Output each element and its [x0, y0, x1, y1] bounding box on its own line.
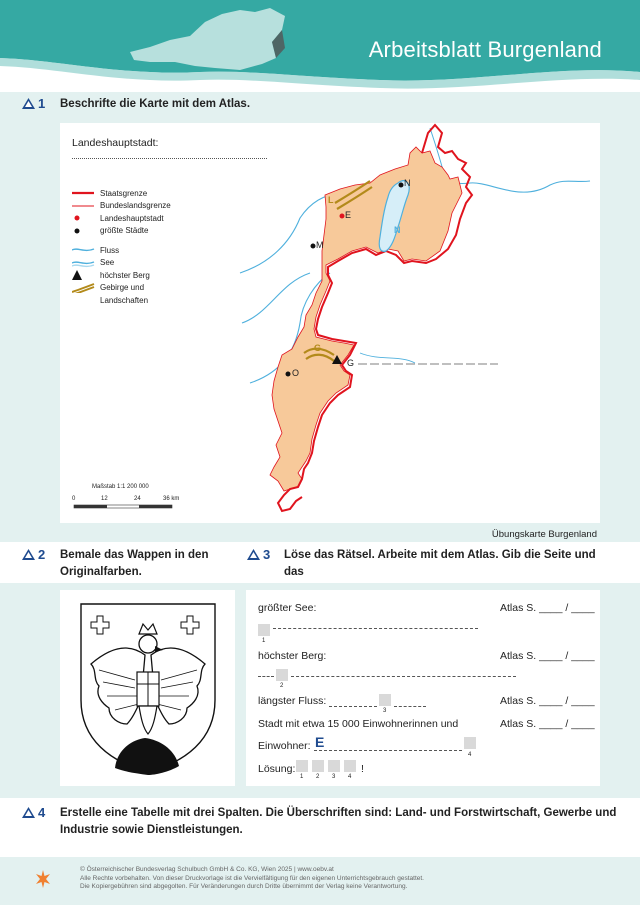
map-label-L-range: L — [328, 195, 334, 205]
map-label-G-range: G — [314, 343, 322, 353]
legend-label: größte Städte — [100, 226, 149, 236]
legend-label: Staatsgrenze — [100, 188, 148, 198]
province-border-icon — [72, 201, 100, 211]
mountain-task-icon — [22, 549, 35, 560]
answer-line[interactable] — [273, 628, 478, 629]
legend-label: Landeshauptstadt — [100, 213, 164, 223]
box-subscript: 1 — [262, 638, 266, 644]
scale-tick: 0 — [72, 496, 76, 502]
page-title: Arbeitsblatt Burgenland — [368, 37, 602, 62]
q4-first-letter: E — [315, 734, 325, 750]
mountain-task-icon — [22, 98, 35, 109]
solution-box[interactable] — [312, 760, 324, 772]
box-subscript: 4 — [468, 752, 472, 758]
map-caption: Übungskarte Burgenland — [491, 529, 597, 540]
box-subscript: 4 — [348, 774, 352, 780]
letter-box[interactable] — [464, 737, 476, 749]
footer-text — [80, 866, 424, 892]
box-subscript: 3 — [383, 708, 387, 714]
map-label-N-lake: N — [394, 225, 401, 235]
legend-label: Fluss — [100, 245, 120, 255]
map-label-O-city: O — [292, 368, 300, 378]
region-shape — [270, 147, 462, 491]
scale-tick: 36 km — [163, 496, 180, 502]
letter-box[interactable] — [379, 694, 391, 706]
task2-instruction — [60, 547, 208, 581]
legend-label: See — [100, 258, 115, 268]
city-dot-icon — [72, 226, 100, 236]
answer-line[interactable] — [394, 706, 426, 707]
state-border-icon — [72, 188, 100, 198]
solution-box[interactable] — [328, 760, 340, 772]
lake-icon — [72, 258, 100, 268]
scale-bar — [72, 492, 182, 512]
publisher-logo-icon — [34, 868, 52, 890]
footer-line: Alle Rechte vorbehalten. Von dieser Druckvorlage ist die Vervielfältigung für den eigenen Unterrichtsgebrauch gestattet. — [80, 874, 424, 882]
q4-label-2: Einwohner: — [258, 740, 311, 752]
map-legend — [72, 187, 212, 307]
map-label-G-mountain: G — [347, 358, 355, 368]
box-subscript: 1 — [300, 774, 304, 780]
legend-label: höchster Berg — [100, 270, 150, 280]
scale-tick: 24 — [134, 496, 141, 502]
task1-number: 1 — [38, 96, 46, 111]
legend-label: Bundeslandsgrenze — [100, 201, 171, 211]
solution-box[interactable] — [344, 760, 356, 772]
footer-line: Die Kopiergebühren sind abgegolten. Für Veränderungen durch Dritte übernimmt der Verlag keine Verantwortung. — [80, 883, 408, 890]
mountain-task-icon — [22, 807, 35, 818]
task2-number: 2 — [38, 547, 46, 562]
task1-instruction: Beschrifte die Karte mit dem Atlas. — [60, 98, 251, 110]
q4-label: Stadt mit etwa 15 000 Einwohnerinnen und — [258, 718, 459, 730]
capital-dot-icon — [72, 213, 100, 223]
legend-label: Landschaften — [100, 295, 149, 305]
map-label-M-city: M — [316, 240, 324, 250]
mountain-peak-icon — [72, 270, 100, 280]
task4-instruction — [60, 805, 620, 839]
answer-line[interactable] — [314, 750, 462, 751]
burgenland-map — [230, 123, 600, 523]
mountain-task-icon — [247, 549, 260, 560]
task4-number: 4 — [38, 805, 46, 820]
map-label-N-city: N — [404, 178, 411, 188]
letter-box[interactable] — [276, 669, 288, 681]
mountain-range-icon — [72, 283, 100, 293]
box-subscript: 2 — [316, 774, 320, 780]
atlas-ref-1[interactable]: Atlas S. ____ / ____ — [500, 602, 595, 614]
legend-label: Gebirge und — [100, 283, 145, 293]
atlas-ref-2[interactable]: Atlas S. ____ / ____ — [500, 650, 595, 662]
puzzle-panel — [246, 590, 600, 786]
box-subscript: 2 — [280, 683, 284, 689]
answer-line[interactable] — [258, 676, 274, 677]
answer-line[interactable] — [291, 676, 516, 677]
atlas-ref-4[interactable]: Atlas S. ____ / ____ — [500, 718, 595, 730]
answer-line[interactable] — [329, 706, 377, 707]
q2-label: höchster Berg: — [258, 650, 327, 662]
footer-line: © Österreichischer Bundesverlag Schulbuch GmbH & Co. KG, Wien 2025 | www.oebv.at — [80, 866, 334, 873]
q3-label: längster Fluss: — [258, 695, 327, 707]
scale-label: Maßstab 1:1 200 000 — [92, 484, 149, 490]
atlas-ref-3[interactable]: Atlas S. ____ / ____ — [500, 695, 595, 707]
task4-instruction-line: Erstelle eine Tabelle mit drei Spalten. Die Überschriften sind: Land- und Forstwirtschaft, Gewerbe und — [60, 807, 617, 819]
letter-box[interactable] — [258, 624, 270, 636]
map-label-E-city: E — [345, 210, 352, 220]
task2-instruction-line: Originalfarben. — [60, 566, 142, 578]
q1-label: größter See: — [258, 602, 317, 614]
box-subscript: 3 — [332, 774, 336, 780]
solution-end: ! — [361, 763, 364, 775]
task3-instruction-line: Löse das Rätsel. Arbeite mit dem Atlas. Gib die Seite und das — [284, 549, 596, 578]
solution-label: Lösung: — [258, 763, 296, 775]
task2-instruction-line: Bemale das Wappen in den — [60, 549, 209, 561]
task4-instruction-line: Industrie sowie Dienstleistungen. — [60, 824, 243, 836]
solution-box[interactable] — [296, 760, 308, 772]
river-icon — [72, 245, 100, 255]
scale-tick: 12 — [101, 496, 108, 502]
coat-of-arms-icon[interactable] — [75, 600, 221, 775]
task3-number: 3 — [263, 547, 271, 562]
capital-label: Landeshauptstadt: — [72, 137, 159, 149]
